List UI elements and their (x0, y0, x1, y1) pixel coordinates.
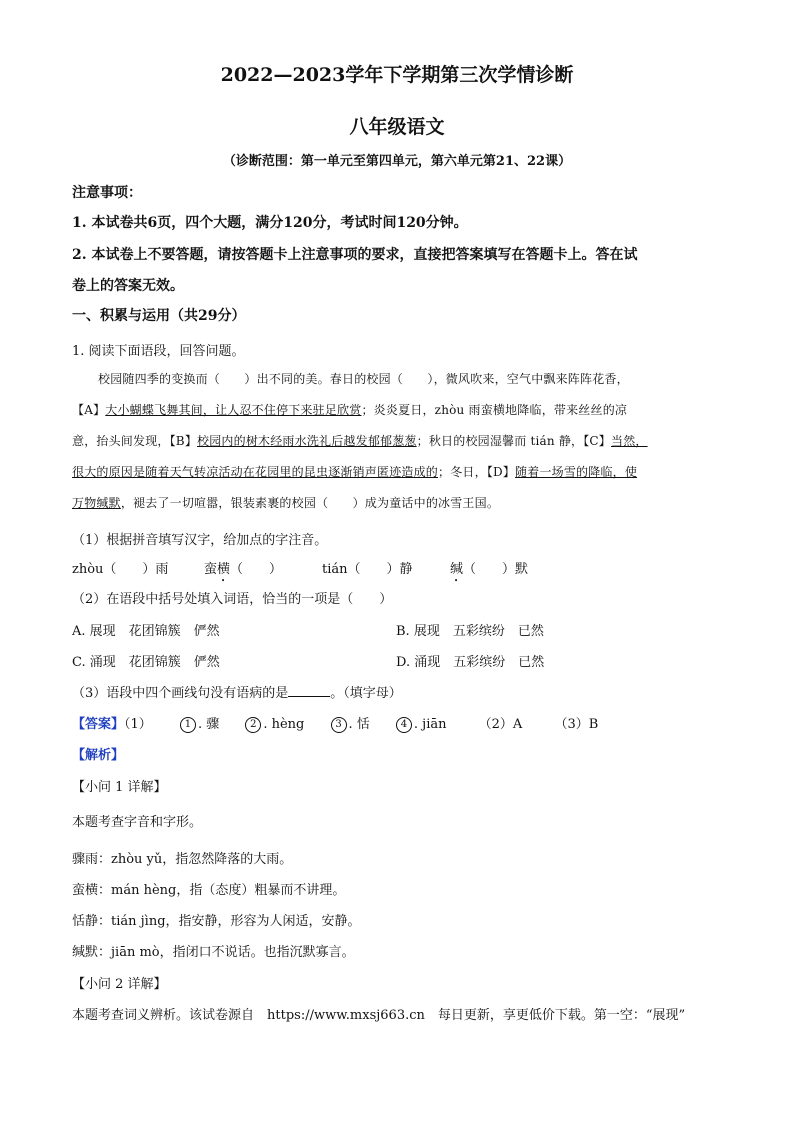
fill-blank-heng (204, 558, 282, 585)
notice-item-1: 1. 本试卷共6页，四个大题，满分120分，考试时间120分钟。 (72, 215, 468, 231)
answer-part: （1） (124, 717, 152, 732)
passage-text: ；秋日的校园湿馨而 tián 静，【C】 (416, 434, 611, 448)
explanation-3: 恬静：tián jìng，指安静，形容为人闲适，安静。 (72, 914, 361, 929)
answer-part: （2）A (478, 717, 523, 732)
answer-item: . 骤 (197, 717, 220, 732)
subquestion-1: （1）根据拼音填写汉字，给加点的字注音。 (72, 533, 328, 548)
circled-number: 1 (180, 717, 196, 733)
sub-analysis-2-heading: 【小问 2 详解】 (72, 977, 167, 992)
explanation-4: 缄默：jiān mò，指闭口不说话。也指沉默寡言。 (72, 945, 355, 960)
sub-analysis-1-heading: 【小问 1 详解】 (72, 780, 167, 795)
fill-blank-zhou: zhòu（ ）雨 (72, 562, 169, 577)
option-c: C. 涌现 花团锦簇 俨然 (72, 655, 220, 670)
answer-line (72, 713, 598, 733)
question-stem: 1. 阅读下面语段，回答问题。 (72, 344, 245, 359)
underlined-sentence-c-start: 当然， (611, 434, 648, 448)
passage-text: ；冬日，【D】 (438, 465, 516, 479)
passage-text: ，褪去了一切喧嚣，银装素裹的校园（ ）成为童话中的冰雪王国。 (120, 496, 500, 510)
circled-number: 4 (396, 717, 412, 733)
answer-blank (288, 685, 330, 697)
passage-line-2 (72, 401, 627, 418)
passage-line-4 (72, 463, 637, 480)
explanation-1: 骤雨：zhòu yǔ，指忽然降落的大雨。 (72, 852, 293, 867)
section-heading: 一、积累与运用（共29分） (72, 308, 246, 324)
explanation-2: 蛮横：mán hèng，指（态度）粗暴而不讲理。 (72, 883, 346, 898)
subquestion-3 (72, 682, 402, 701)
notice-item-2a: 2. 本试卷上不要答题，请按答题卡上注意事项的要求，直接把答案填写在答题卡上。答在试 (72, 247, 638, 263)
notice-heading: 注意事项： (72, 185, 142, 201)
option-d: D. 涌现 五彩缤纷 已然 (396, 655, 545, 670)
option-b: B. 展现 五彩缤纷 已然 (396, 624, 544, 639)
underlined-sentence-b: 校园内的树木经雨水洗礼后越发郁郁葱葱 (197, 434, 417, 448)
exam-title: 2022—2023学年下学期第三次学情诊断 (220, 64, 574, 86)
underlined-sentence-d-start: 随着一场雪的降临，使 (515, 465, 638, 479)
fill-blank-jian (450, 558, 528, 585)
fill-char: （ ）默 (463, 562, 529, 577)
answer-item: . jiān (413, 717, 447, 732)
passage-line-3 (72, 432, 648, 449)
answer-label: 【答案】 (72, 717, 125, 732)
answer-item: . 恬 (348, 717, 370, 732)
notice-item-2b: 卷上的答案无效。 (72, 278, 184, 294)
answer-part: （3）B (554, 717, 599, 732)
circled-number: 3 (331, 717, 347, 733)
fill-blank-tian: tián（ ）静 (322, 562, 413, 577)
subquestion-2: （2）在语段中括号处填入词语，恰当的一项是（ ） (72, 592, 393, 607)
underlined-sentence-d: 万物缄默 (72, 496, 121, 510)
subquestion-3-text: 。（填字母） (330, 686, 402, 701)
analysis-label: 【解析】 (72, 748, 125, 763)
option-a: A. 展现 花团锦簇 俨然 (72, 624, 220, 639)
circled-number: 2 (245, 717, 261, 733)
exam-scope: （诊断范围：第一单元至第四单元，第六单元第21、22课） (222, 154, 572, 169)
passage-line-1: 校园随四季的变换而（ ）出不同的美。春日的校园（ ），微风吹来，空气中飘来阵阵花香， (98, 372, 629, 386)
fill-char: 蛮 (204, 562, 218, 577)
fill-char-dotted: 缄 (450, 562, 464, 577)
sub-analysis-2-text: 本题考查词义辨析。该试卷源自 https://www.mxsj663.cn 每日更新，享更低价下载。第一空：“展现” (72, 1008, 686, 1023)
underlined-sentence-c: 很大的原因是随着天气转凉活动在花园里的昆虫逐渐销声匿迹造成的 (72, 465, 439, 479)
passage-text: ；炎炎夏日，zhòu 雨蛮横地降临，带来丝丝的凉 (361, 403, 628, 417)
fill-char-dotted: 横（ ） (217, 562, 283, 577)
answer-item: . hèng (263, 717, 305, 732)
passage-text: 意，抬头间发现，【B】 (72, 434, 198, 448)
sub-analysis-1-text: 本题考查字音和字形。 (72, 815, 203, 830)
marker-a: 【A】 (72, 403, 106, 417)
passage-line-5 (72, 494, 499, 511)
underlined-sentence-a: 大小蝴蝶飞舞其间，让人忍不住停下来驻足欣赏 (105, 403, 362, 417)
subquestion-3-text: （3）语段中四个画线句没有语病的是 (72, 686, 289, 701)
exam-subtitle: 八年级语文 (349, 116, 445, 138)
